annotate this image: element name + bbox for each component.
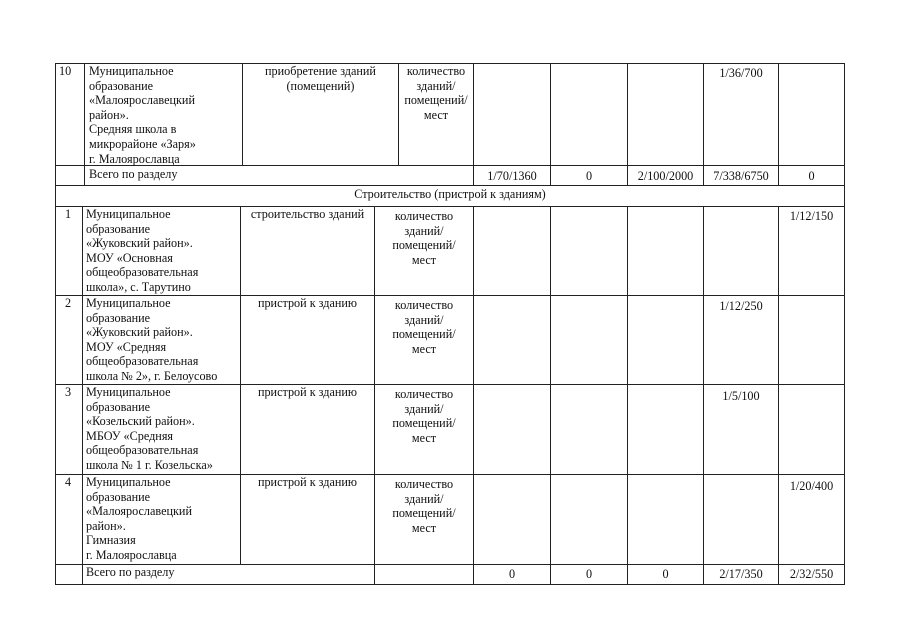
table-rule [473,63,474,185]
total-value: 0 [585,169,593,183]
row-number: 2 [65,296,72,310]
allocation-table [55,63,845,585]
recipient-cell: Муниципальное образование «Малоярославецкий район». Средняя школа в микрорайоне «Заря» г. Малоярославца [89,64,196,166]
table-rule [55,206,56,585]
total-value: 0 [508,567,516,581]
row-number: 3 [65,385,72,399]
recipient-cell: Муниципальное образование «Жуковский район». МОУ «Основная общеобразовательная школа», с. Тарутино [86,207,199,294]
indicator-cell: количество зданий/ помещений/ мест [392,298,456,356]
value-cell: 1/12/250 [719,299,763,313]
table-rule [627,63,628,185]
activity-cell: приобретение зданий (помещений) [265,64,376,93]
table-rule [844,63,845,185]
activity-cell: пристрой к зданию [257,385,358,399]
total-value: 1/70/1360 [487,169,537,183]
total-value: 2/32/550 [789,567,834,581]
row-number: 1 [65,207,72,221]
indicator-cell: количество зданий/ помещений/ мест [392,209,456,267]
recipient-cell: Муниципальное образование «Малоярославецкий район». Гимназия г. Малоярославца [86,475,192,562]
table-rule [473,206,474,585]
table-rule [55,185,845,186]
total-label: Всего по разделу [89,167,178,181]
total-value: 0 [662,567,669,581]
value-cell: 1/36/700 [719,66,763,80]
table-rule [550,63,551,185]
table-rule [82,206,83,585]
activity-cell: строительство зданий [250,207,365,221]
table-rule [55,584,845,585]
table-rule [703,63,704,185]
row-number: 10 [59,64,72,78]
total-label: Всего по разделу [86,565,175,579]
indicator-cell: количество зданий/ помещений/ мест [392,477,456,535]
table-rule [778,63,779,185]
table-rule [778,206,779,585]
table-rule [550,206,551,585]
value-cell: 1/20/400 [789,479,834,493]
value-cell: 1/12/150 [789,209,834,223]
total-value: 2/17/350 [719,567,763,581]
indicator-cell: количество зданий/ помещений/ мест [404,64,468,122]
section-title: Строительство (пристрой к зданиям) [354,187,546,201]
table-rule [84,63,85,185]
activity-cell: пристрой к зданию [257,475,358,489]
total-value: 7/338/6750 [713,169,769,183]
table-rule [627,206,628,585]
recipient-cell: Муниципальное образование «Жуковский район». МОУ «Средняя общеобразовательная школа № 2», г. Белоусово [86,296,218,383]
total-value: 0 [585,567,593,581]
table-rule [844,206,845,585]
activity-cell: пристрой к зданию [257,296,358,310]
total-value: 2/100/2000 [637,169,694,183]
table-rule [55,63,56,185]
total-value: 0 [808,169,815,183]
recipient-cell: Муниципальное образование «Козельский район». МБОУ «Средняя общеобразовательная школа № 1 г. Козельска» [86,385,213,472]
value-cell: 1/5/100 [722,389,760,403]
indicator-cell: количество зданий/ помещений/ мест [392,387,456,445]
row-number: 4 [65,475,72,489]
